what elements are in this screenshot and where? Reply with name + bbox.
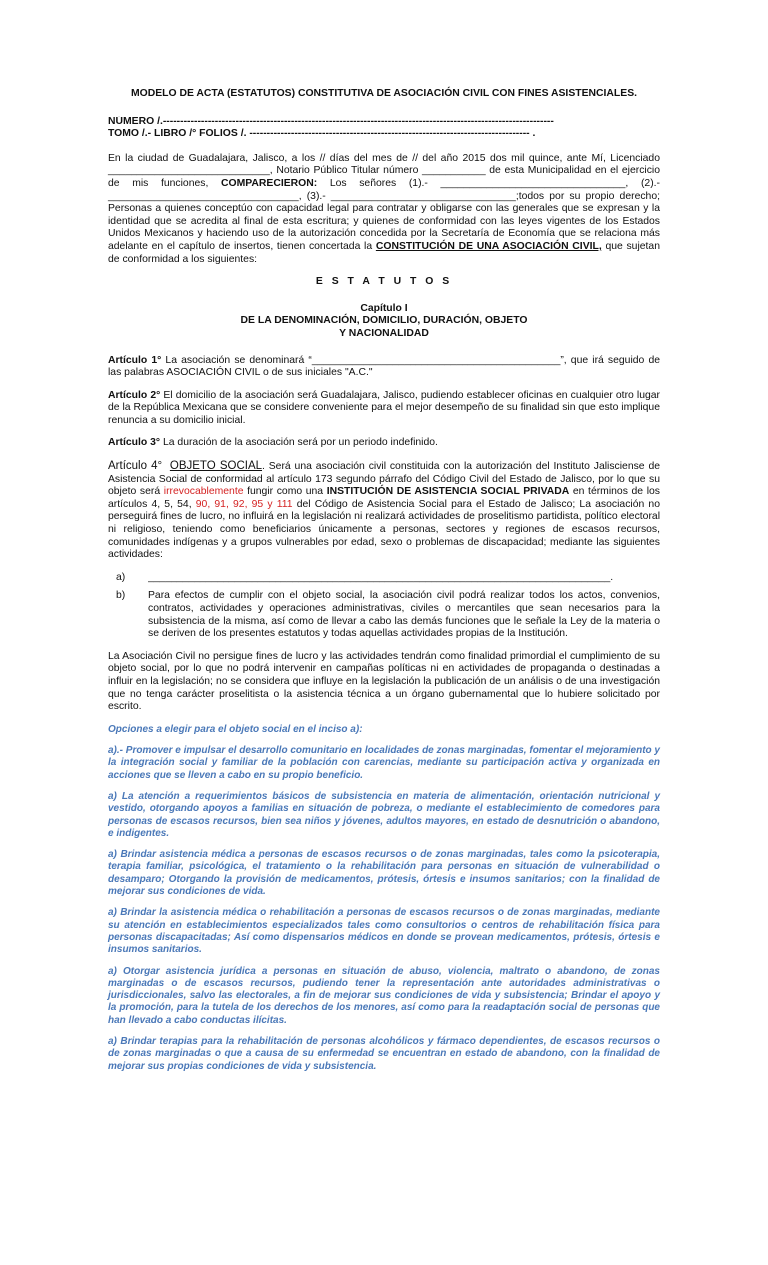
- irrevocablemente-text: irrevocablemente: [163, 486, 244, 498]
- articulo-3-text: La duración de la asociación será por un periodo indefinido.: [160, 437, 438, 449]
- intro-text-3: que sujetan de conformidad a los siguientes:: [108, 240, 660, 265]
- opciones-heading: Opciones a elegir para el objeto social en el inciso a):: [108, 723, 363, 735]
- lucro-paragraph: La Asociación Civil no persigue fines de lucro y las actividades tendrán como finalidad primordial el cumplimiento de su objeto social, por lo que no podrá intervenir en campañas políticas ni en actividades de propaganda o destinadas a influir en la legislación; no se considera que influye en la legislación la publicación de un análisis o de una investigación que no tenga carácter proselitista o la asistencia técnica a un órgano gubernamental que lo hubiere solicitado por escrito.: [108, 650, 660, 713]
- articulo-4: [108, 460, 660, 562]
- opciones-section: [108, 724, 660, 1073]
- opcion-item: a) Brindar terapias para la rehabilitación de personas alcohólicos y fármaco dependientes, de escasos recursos o de zonas marginadas o que a causa de su enfermedad se encuentran en estado de abandono, con la finalidad de mejorar sus propias condiciones de vida y subsistencia.: [108, 1035, 660, 1072]
- articulo-4-label: Artículo 4°: [108, 460, 163, 473]
- intro-paragraph: [108, 153, 660, 266]
- articulo-2: [108, 390, 660, 428]
- estatutos-heading: E S T A T U T O S: [315, 276, 453, 288]
- articulo-4-text-2: fungir como una: [243, 486, 327, 498]
- intro-text-1: En la ciudad de Guadalajara, Jalisco, a los // días del mes de // del año 2015 dos mil quince, ante Mí, Licenciado ____________________________, Notario Público Titular número ___________ de esta Municipalidad en el ejercicio de mis funciones,: [108, 152, 660, 189]
- articulo-4-text-1: . Será una asociación civil constituida con la autorización del Instituto Jalisciense de Asistencia Social de conformidad al artículo 173 segundo párrafo del Código Civil del Estado de Jalisco, por lo que su objeto será: [108, 461, 660, 498]
- articulo-2-label: Artículo 2°: [108, 389, 161, 401]
- list-item-a: [108, 572, 660, 585]
- institucion-label: INSTITUCIÓN DE ASISTENCIA SOCIAL PRIVADA: [326, 486, 570, 498]
- articulo-1-text: La asociación se denominará “___________________________________________”, que irá seguido de las palabras ASOCIACIÓN CIVIL o de sus iniciales "A.C.": [108, 354, 660, 379]
- opcion-item: a) Brindar la asistencia médica o rehabilitación a personas de escasos recursos o de zonas marginadas, mediante su atención en establecimientos especializados tales como consultorios o centros de rehabilitación física para personas discapacitadas; Así como dispensarios médicos en donde se provean medicamentos, prótesis, órtesis e insumos sanitarios.: [108, 907, 660, 956]
- capitulo-heading: [108, 303, 660, 341]
- list-item-a-text: ________________________________________________________________________________.: [148, 571, 614, 583]
- opcion-item: a) Brindar asistencia médica a personas de escasos recursos o de zonas marginadas, tales como la psicoterapia, terapia familiar, psicológica, el tratamiento o la rehabilitación para personas en situación de vulnerabilidad o desamparo; Otorgando la provisión de medicamentos, prótesis, órtesis e insumos sanitarios; con la finalidad de mejorar sus condiciones de vida.: [108, 849, 660, 898]
- opcion-item: a) La atención a requerimientos básicos de subsistencia en materia de alimentación, orientación nutricional y vestido, otorgando apoyos a familias en situación de pobreza, o mediante el establecimiento de comedores para personas de escasos recursos, bien sea niños y jóvenes, adultos mayores, en estado de desnutrición o abandono, e indigentes.: [108, 790, 660, 839]
- tomo-line: TOMO /.- LIBRO /° FOLIOS /. --------------------------------------------------------------------------------- .: [108, 128, 536, 140]
- list-item-b-label: b): [116, 590, 126, 602]
- articulo-3: [108, 437, 660, 450]
- opcion-item: a) Otorgar asistencia jurídica a personas en situación de abuso, violencia, maltrato o abandono, de zonas marginadas o de escasos recursos, pudiendo tener la representación ante autoridades administrativas o jurisdiccionales, salvo las electorales, a fin de mejorar sus condiciones de vida y subsistencia; Brindar el apoyo y la promoción, para la tutela de los derechos de los menores, así como para la readaptación social de personas que han llevado a cabo conductas ilícitas.: [108, 965, 660, 1026]
- list-item-b: [108, 590, 660, 640]
- list-item-b-text: Para efectos de cumplir con el objeto social, la asociación civil podrá realizar todos los actos, convenios, contratos, actividades y operaciones administrativas, civiles o mercantiles que sean necesarios para la subsistencia de la misma, así como de llevar a cabo las demás funciones que le señale la Ley de la materia o se deriven de los presentes estatutos y todas aquellas actividades propias de la Institución.: [148, 590, 660, 640]
- opcion-item: a).- Promover e impulsar el desarrollo comunitario en localidades de zonas marginadas, fomentar el mejoramiento y la integración social y familiar de la población con carencias, mediante su participación activa y organizada en acciones que se lleven a cabo en su propio beneficio.: [108, 745, 660, 781]
- numero-line: NÚMERO /.-----------------------------------------------------------------------------------------------------------------: [108, 115, 554, 127]
- articulo-1-label: Artículo 1°: [108, 354, 162, 366]
- intro-text-2: Los señores (1).- ________________________________, (2).- _________________________________, (3).- ________________________________;todos por su propio derecho; Personas a quienes conceptúo con capacidad legal para contratar y obligarse con las generales que se expresan y la identidad que se acredita al final de esta escritura; y quienes de conformidad con las leyes vigentes de los Estados Unidos Mexicanos y haciendo uso de la autorización concedida por la Secretaría de Economía que se relaciona más adelante en el capítulo de insertos, tienen concertada la: [108, 177, 661, 252]
- articulo-4-text-3: en términos de los artículos 4, 5, 54,: [108, 486, 660, 510]
- document-page: [108, 88, 660, 1082]
- objeto-social-label: OBJETO SOCIAL: [169, 460, 263, 473]
- document-title: MODELO DE ACTA (ESTATUTOS) CONSTITUTIVA DE ASOCIACIÓN CIVIL CON FINES ASISTENCIALES.: [130, 88, 638, 99]
- articulo-1: [108, 355, 660, 380]
- articulo-3-label: Artículo 3°: [108, 437, 161, 449]
- capitulo-title-2: Y NACIONALIDAD: [339, 327, 429, 339]
- actividades-list: [108, 572, 660, 641]
- constitucion-label: CONSTITUCIÓN DE UNA ASOCIACIÓN CIVIL,: [375, 240, 602, 252]
- articulo-4-text-4: del Código de Asistencia Social para el Estado de Jalisco; La asociación no perseguirá fines de lucro, no influirá en la legislación ni realizará actividades de proselitismo partidista, político electoral ni religioso, teniendo como beneficiarios únicamente a personas, sectores y regiones de escasos recursos, comunidades indígenas y a grupos vulnerables por edad, sexo o problemas de discapacidad; mediante las siguientes actividades:: [108, 498, 660, 561]
- list-item-a-label: a): [116, 571, 126, 583]
- capitulo-title-1: DE LA DENOMINACIÓN, DOMICILIO, DURACIÓN, OBJETO: [240, 315, 528, 327]
- red-articles: 90, 91, 92, 95 y 111: [195, 498, 293, 510]
- articulo-2-text: El domicilio de la asociación será Guadalajara, Jalisco, pudiendo establecer oficinas en cualquier otro lugar de la República Mexicana que se considere conveniente para el mejor desempeño de su finalidad sin que esto implique renuncia a su domicilio inicial.: [108, 389, 660, 426]
- capitulo-number: Capítulo I: [360, 302, 408, 314]
- comparecieron-label: COMPARECIERON:: [221, 177, 318, 189]
